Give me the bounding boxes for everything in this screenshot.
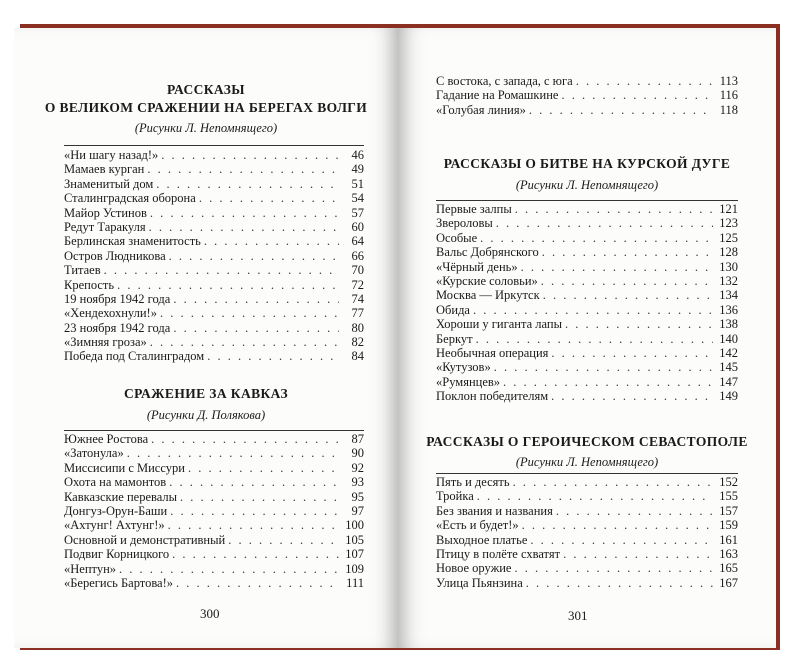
toc-entry [64, 475, 364, 489]
toc-entry [436, 533, 738, 547]
toc-leader-dots [476, 332, 713, 346]
toc-entry-title: Миссисипи с Миссури [64, 460, 185, 475]
toc-entry-title: Берлинская знаменитость [64, 234, 201, 249]
toc-entry-title: Титаев [64, 263, 101, 278]
toc-entry-page: 136 [719, 302, 738, 317]
toc-entry [64, 206, 364, 220]
section1-subtitle: (Рисунки Л. Непомнящего) [134, 121, 278, 135]
toc-entry-page: 142 [719, 345, 738, 360]
toc-entry-page: 130 [719, 259, 738, 274]
section2-subtitle: (Рисунки Д. Полякова) [146, 408, 266, 422]
toc-entry-page: 57 [351, 205, 364, 220]
toc-entry-page: 109 [345, 561, 364, 576]
toc-entry [64, 162, 364, 176]
toc-entry [64, 321, 364, 335]
toc-entry [64, 263, 364, 277]
toc-entry-page: 111 [346, 575, 364, 590]
toc-entry-page: 80 [351, 320, 364, 335]
toc-leader-dots [204, 234, 339, 248]
section4-subtitle: (Рисунки Л. Непомнящего) [515, 455, 659, 469]
section1-title-line2: О ВЕЛИКОМ СРАЖЕНИИ НА БЕРЕГАХ ВОЛГИ [44, 100, 368, 115]
toc-entry-title: Сталинградская оборона [64, 191, 196, 206]
toc-entry-title: Поклон победителям [436, 389, 549, 404]
toc-leader-dots [156, 177, 339, 191]
toc-entry [436, 561, 738, 575]
toc-entry-page: 161 [719, 532, 738, 547]
toc-entry-page: 51 [351, 176, 364, 191]
section2-toc [64, 432, 364, 590]
toc-entry-title: «Нептун» [64, 561, 117, 576]
toc-leader-dots [494, 360, 713, 374]
section3-rule [436, 200, 738, 201]
toc-entry-page: 93 [351, 475, 364, 490]
toc-entry-page: 64 [351, 234, 364, 249]
toc-leader-dots [173, 321, 339, 335]
toc-entry-title: Кавказские перевалы [64, 489, 178, 504]
toc-entry-title: «Румянцев» [436, 374, 501, 389]
toc-leader-dots [160, 306, 339, 320]
toc-entry-title: Без звания и названия [436, 503, 553, 518]
right-folio: 301 [568, 608, 588, 623]
toc-entry-title: Хороши у гиганта лапы [436, 317, 562, 332]
toc-entry-page: 121 [719, 202, 738, 216]
toc-entry-page: 60 [351, 219, 364, 234]
toc-entry [436, 346, 738, 360]
toc-entry-page: 84 [351, 349, 364, 364]
toc-entry [64, 191, 364, 205]
toc-entry [436, 332, 738, 346]
toc-entry-page: 105 [345, 532, 364, 547]
toc-leader-dots [150, 335, 339, 349]
left-folio: 300 [200, 606, 220, 621]
toc-entry-title: Южнее Ростова [64, 432, 149, 446]
toc-entry-page: 138 [719, 317, 738, 332]
toc-leader-dots [503, 375, 713, 389]
toc-leader-dots [526, 576, 713, 590]
toc-leader-dots [161, 148, 339, 162]
toc-leader-dots [149, 220, 339, 234]
toc-entry-title: Звероловы [436, 216, 493, 231]
toc-entry-page: 113 [719, 74, 738, 88]
toc-entry [64, 432, 364, 446]
toc-entry [64, 446, 364, 460]
toc-entry-title: Птицу в полёте схватят [436, 546, 561, 561]
section4-rule [436, 473, 738, 474]
toc-entry [436, 260, 738, 274]
toc-leader-dots [529, 103, 713, 117]
toc-entry-page: 140 [719, 331, 738, 346]
toc-entry-page: 87 [351, 432, 364, 446]
section3-subtitle: (Рисунки Л. Непомнящего) [515, 178, 659, 192]
toc-entry-title: Охота на мамонтов [64, 475, 167, 490]
toc-entry-title: Беркут [436, 331, 473, 346]
toc-entry [436, 245, 738, 259]
toc-leader-dots [522, 518, 713, 532]
section1-title-line1: РАССКАЗЫ [167, 82, 245, 97]
toc-entry [436, 504, 738, 518]
toc-entry-title: «Курские соловьи» [436, 273, 538, 288]
toc-entry [64, 177, 364, 191]
toc-entry [64, 504, 364, 518]
toc-entry-page: 107 [345, 547, 364, 562]
toc-entry-page: 90 [351, 446, 364, 461]
toc-leader-dots [117, 278, 339, 292]
toc-entry-page: 97 [351, 503, 364, 518]
toc-entry-page: 92 [351, 460, 364, 475]
toc-entry [64, 292, 364, 306]
toc-entry-title: «Хендехохнули!» [64, 306, 157, 321]
toc-entry-title: Новое оружие [436, 561, 512, 576]
toc-entry-page: 155 [719, 489, 738, 504]
toc-entry-page: 77 [351, 306, 364, 321]
toc-entry [436, 202, 738, 216]
toc-leader-dots [551, 389, 713, 403]
continued-toc [436, 74, 738, 117]
toc-entry-page: 72 [351, 277, 364, 292]
toc-entry-page: 66 [351, 248, 364, 263]
toc-entry [64, 547, 364, 561]
toc-leader-dots [150, 206, 339, 220]
toc-entry [64, 335, 364, 349]
toc-entry-title: Выходное платье [436, 532, 528, 547]
toc-entry-title: Подвиг Корницкого [64, 547, 170, 562]
toc-entry-page: 145 [719, 360, 738, 375]
toc-entry-title: «Зимняя гроза» [64, 335, 147, 350]
toc-entry [436, 103, 738, 117]
toc-entry-page: 123 [719, 216, 738, 231]
toc-entry-title: Особые [436, 230, 478, 245]
toc-entry-page: 54 [351, 191, 364, 206]
toc-leader-dots [496, 216, 713, 230]
right-page [398, 28, 776, 648]
toc-entry-page: 147 [719, 374, 738, 389]
section3-toc [436, 202, 738, 403]
toc-entry [436, 389, 738, 403]
toc-entry [64, 518, 364, 532]
toc-entry-page: 128 [719, 245, 738, 260]
toc-leader-dots [514, 561, 713, 575]
toc-entry-page: 82 [351, 335, 364, 350]
toc-entry [64, 576, 364, 590]
toc-entry-title: 23 ноября 1942 года [64, 320, 171, 335]
toc-entry [64, 461, 364, 475]
toc-leader-dots [541, 274, 713, 288]
toc-entry [64, 278, 364, 292]
toc-entry [436, 547, 738, 561]
toc-entry [64, 220, 364, 234]
toc-entry-page: 152 [719, 475, 738, 489]
toc-entry [436, 518, 738, 532]
toc-leader-dots [513, 475, 713, 489]
toc-entry [436, 231, 738, 245]
toc-entry-title: Победа под Сталинградом [64, 349, 205, 364]
toc-entry [436, 489, 738, 503]
toc-entry-title: «Чёрный день» [436, 259, 518, 274]
toc-entry-page: 134 [719, 288, 738, 303]
toc-leader-dots [477, 489, 713, 503]
toc-entry [436, 288, 738, 302]
toc-leader-dots [542, 245, 713, 259]
toc-entry-title: «Ни шагу назад!» [64, 148, 159, 162]
toc-entry [436, 303, 738, 317]
toc-entry-title: Донгуз-Орун-Баши [64, 503, 168, 518]
toc-entry [64, 490, 364, 504]
toc-entry-page: 163 [719, 546, 738, 561]
toc-entry-page: 157 [719, 503, 738, 518]
toc-entry [64, 148, 364, 162]
toc-leader-dots [170, 504, 339, 518]
toc-leader-dots [521, 260, 713, 274]
toc-leader-dots [561, 88, 713, 102]
toc-entry [436, 317, 738, 331]
toc-leader-dots [119, 562, 339, 576]
toc-leader-dots [169, 475, 339, 489]
toc-leader-dots [530, 533, 713, 547]
toc-entry-page: 118 [719, 102, 738, 117]
toc-leader-dots [104, 263, 339, 277]
toc-leader-dots [188, 461, 339, 475]
toc-entry-page: 159 [719, 518, 738, 533]
toc-entry-title: Тройка [436, 489, 474, 504]
toc-entry-title: «Затонула» [64, 446, 124, 461]
section4-title: РАССКАЗЫ О ГЕРОИЧЕСКОМ СЕВАСТОПОЛЕ [426, 434, 748, 449]
toc-leader-dots [199, 191, 339, 205]
section2-title: СРАЖЕНИЕ ЗА КАВКАЗ [123, 386, 289, 401]
toc-entry-title: Крепость [64, 277, 115, 292]
toc-entry [436, 74, 738, 88]
toc-entry-title: Улица Пьянзина [436, 575, 523, 590]
toc-leader-dots [169, 249, 339, 263]
toc-leader-dots [563, 547, 713, 561]
toc-entry [64, 234, 364, 248]
toc-entry-title: «Кутузов» [436, 360, 491, 375]
toc-entry-title: С востока, с запада, с юга [436, 74, 573, 88]
toc-entry-title: Пять и десять [436, 475, 510, 489]
toc-leader-dots [207, 349, 339, 363]
toc-entry-page: 100 [345, 518, 364, 533]
toc-leader-dots [515, 202, 713, 216]
toc-leader-dots [127, 446, 339, 460]
toc-leader-dots [172, 547, 339, 561]
toc-entry-title: Гадание на Ромашкине [436, 88, 559, 103]
toc-entry [64, 562, 364, 576]
left-page [14, 28, 398, 648]
toc-entry-page: 132 [719, 273, 738, 288]
toc-entry [436, 274, 738, 288]
toc-entry [64, 249, 364, 263]
toc-entry-title: Остров Людникова [64, 248, 166, 263]
toc-entry-page: 95 [351, 489, 364, 504]
toc-entry-title: Вальс Добрянского [436, 245, 539, 260]
toc-entry-title: Первые залпы [436, 202, 512, 216]
toc-entry-page: 167 [719, 575, 738, 590]
toc-entry-title: Обида [436, 302, 470, 317]
toc-entry-title: «Голубая линия» [436, 102, 526, 117]
toc-entry [64, 349, 364, 363]
toc-leader-dots [173, 292, 339, 306]
toc-entry-page: 49 [351, 162, 364, 177]
toc-entry-page: 125 [719, 230, 738, 245]
toc-entry-page: 74 [351, 291, 364, 306]
section1-toc [64, 148, 364, 364]
toc-entry [436, 360, 738, 374]
toc-entry-page: 149 [719, 389, 738, 404]
toc-entry [436, 475, 738, 489]
toc-leader-dots [151, 432, 339, 446]
toc-entry [64, 533, 364, 547]
section4-toc [436, 475, 738, 590]
toc-leader-dots [180, 490, 339, 504]
toc-entry-page: 70 [351, 263, 364, 278]
toc-entry [436, 88, 738, 102]
toc-leader-dots [556, 504, 713, 518]
toc-leader-dots [147, 162, 339, 176]
section3-title: РАССКАЗЫ О БИТВЕ НА КУРСКОЙ ДУГЕ [443, 156, 731, 171]
toc-entry [436, 576, 738, 590]
toc-leader-dots [565, 317, 713, 331]
toc-leader-dots [480, 231, 713, 245]
toc-entry-title: Майор Устинов [64, 205, 147, 220]
toc-entry-title: 19 ноября 1942 года [64, 291, 171, 306]
toc-entry-title: Редут Таракуля [64, 219, 146, 234]
toc-entry-page: 46 [351, 148, 364, 162]
toc-entry-title: Мамаев курган [64, 162, 145, 177]
toc-entry-title: Москва — Иркутск [436, 288, 540, 303]
toc-entry-page: 165 [719, 561, 738, 576]
toc-entry-title: «Берегись Бартова!» [64, 575, 174, 590]
toc-entry-title: Необычная операция [436, 345, 549, 360]
section1-rule [64, 145, 364, 146]
toc-entry-page: 116 [719, 88, 738, 103]
toc-leader-dots [543, 288, 713, 302]
toc-leader-dots [551, 346, 713, 360]
toc-leader-dots [228, 533, 339, 547]
toc-leader-dots [168, 518, 339, 532]
toc-entry-title: «Есть и будет!» [436, 518, 519, 533]
section2-rule [64, 430, 364, 431]
toc-entry [64, 306, 364, 320]
toc-entry-title: Знаменитый дом [64, 176, 154, 191]
toc-leader-dots [576, 74, 713, 88]
toc-entry-title: Основной и демонстративный [64, 532, 226, 547]
toc-entry-title: «Ахтунг! Ахтунг!» [64, 518, 165, 533]
toc-entry [436, 216, 738, 230]
toc-leader-dots [176, 576, 339, 590]
toc-leader-dots [473, 303, 713, 317]
toc-entry [436, 375, 738, 389]
